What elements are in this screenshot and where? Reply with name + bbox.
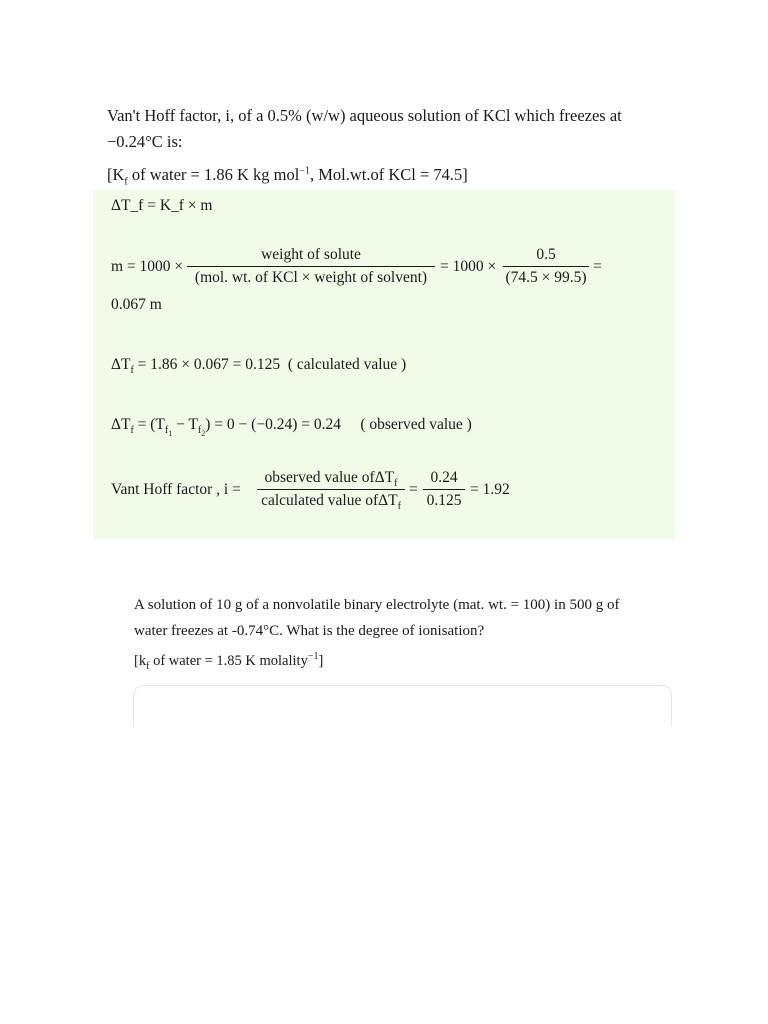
vant-hoff-equals: = [409,481,418,498]
question-1-constants: [$K_f$ of water = 1.86 K kg mol$^{-1}$, Mol.wt.of KCl = 74.5] [107,165,468,188]
molality-lhs: m = 1000 × [111,258,184,275]
question-2-line-1: A solution of 10 g of a nonvolatile binary electrolyte (mat. wt. = 100) in 500 g of [134,597,620,613]
vant-hoff-result: = 1.92 [470,481,510,498]
molality-mid: = 1000 × [440,258,497,275]
question-2-line-2: water freezes at -0.74°C. What is the degree of ionisation? [134,623,485,639]
vant-hoff-label: Vant Hoff factor , i = [111,481,241,498]
observed-delta-tf: $\Delta T_f = (T_{f_1} - T_{f_2}) = 0 - (-0.24) = 0.24$ ( observed value ) [111,416,472,439]
vant-hoff-fraction-2: $\frac{0.24}{0.125}$ [423,469,465,510]
question-1-line-1: Van't Hoff factor, i, of a 0.5% (w/w) aqueous solution of KCl which freezes at [107,106,622,125]
question-2-constants: [$k_f$ of water = 1.85 K molality$^{-1}$] [134,651,324,672]
vant-hoff-fraction-1: observed value ofΔT$_f$ calculated value ofΔT$_f$ [257,469,405,510]
question-1 [107,103,667,188]
molality-fraction-1: weight of solute (mol. wt. of KCl × weight of solvent) [187,246,435,287]
question-2 [134,592,674,674]
molality-fraction-2: $\frac{0.5}{(74.5 \times 99.5)}$ [503,246,589,287]
question-1-line-2: −0.24°C is: [107,132,183,151]
molality-equals: = [593,258,602,275]
answer-card [133,685,672,726]
calculated-delta-tf: $\Delta T_f = 1.86 \times 0.067 = 0.125$ ( calculated value ) [111,356,407,377]
equation-delta-tf: ΔT_f = K_f × m [111,197,213,214]
molality-value: 0.067 m [111,296,162,313]
solution-panel [93,190,675,539]
